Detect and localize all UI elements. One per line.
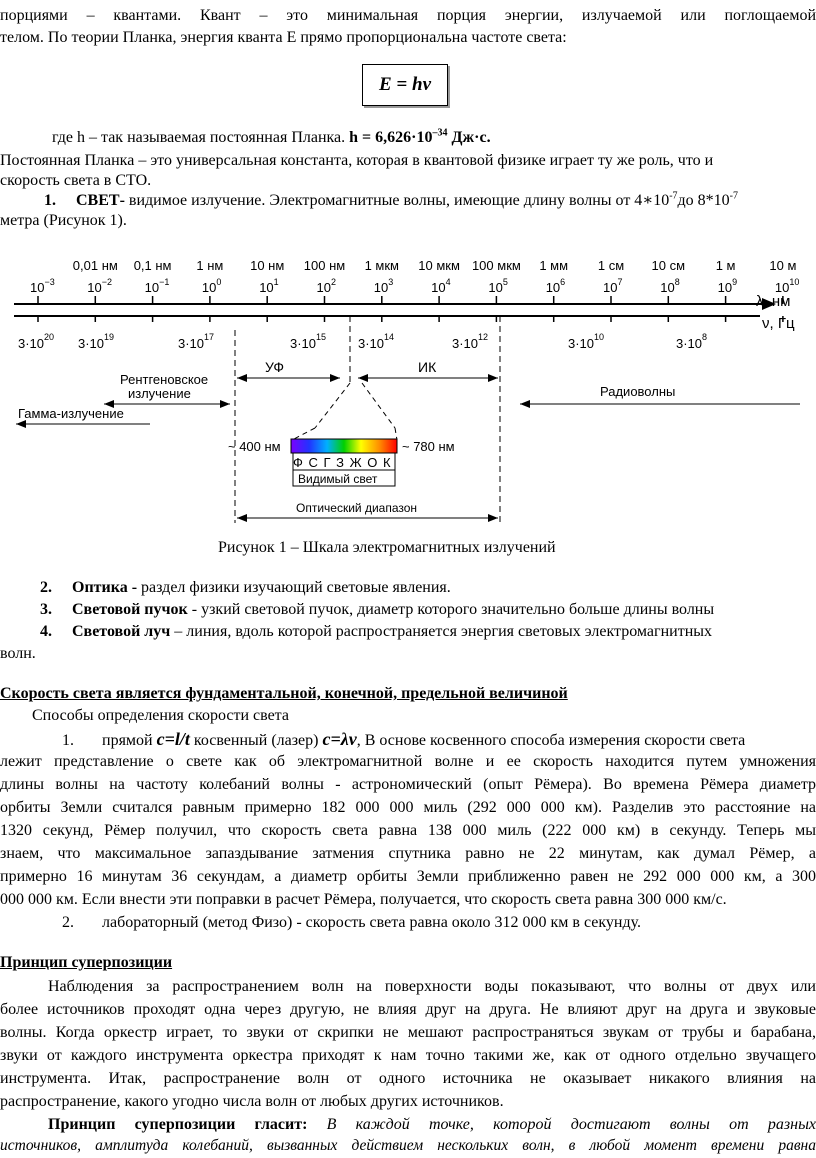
power-label: $10^8$ bbox=[660, 277, 680, 295]
frequency-labels bbox=[18, 332, 707, 351]
power-label: $10^{-3}$ bbox=[30, 277, 55, 295]
visible-spectrum-bar bbox=[291, 439, 397, 453]
wavelength-label: 1 мм bbox=[539, 258, 569, 273]
list-text: видимое излучение. Электромагнитные волны, имеющие длину волны от 4 bbox=[124, 192, 643, 209]
planck-text: где h – так называемая постоянная Планка. bbox=[52, 129, 350, 146]
list-text: лабораторный (метод Физо) - скорость света равна около 312 000 км в секунду. bbox=[102, 914, 642, 931]
nm400-label: ~ 400 нм bbox=[228, 439, 281, 454]
optical-label: Оптический диапазон bbox=[296, 501, 418, 515]
power-label: $10^0$ bbox=[201, 277, 222, 295]
paragraph-line: инструмента. Итак, распространение волн от одного источника не оказывает никакого влияния на bbox=[0, 1070, 816, 1087]
paragraph-line: распространение, какого угодно числа волн от любых других источников. bbox=[0, 1093, 504, 1110]
paragraph-line: Наблюдения за распространением волн на поверхности воды показывают, что волны от двух или bbox=[48, 978, 816, 995]
frequency-label: $3\cdot 10^8$ bbox=[676, 332, 708, 351]
nm780-label: ~ 780 нм bbox=[402, 439, 455, 454]
principle-line bbox=[48, 1115, 816, 1135]
list-term: Оптика - bbox=[72, 579, 138, 596]
power-exp: -7 bbox=[729, 190, 739, 202]
wavelength-label: 100 нм bbox=[303, 258, 346, 273]
funnel-line bbox=[292, 428, 315, 440]
list-text: , В основе косвенного способа измерения скорости света bbox=[356, 732, 746, 749]
list-item bbox=[44, 191, 738, 211]
method-2 bbox=[62, 913, 641, 933]
paragraph-line: Постоянная Планка – это универсальная константа, которая в квантовой физике играет ту же роль, что и bbox=[0, 152, 714, 169]
list-term: Световой луч bbox=[72, 623, 171, 640]
axis-nu-label: ν, Гц bbox=[762, 315, 795, 332]
paragraph-line: Способы определения скорости света bbox=[32, 707, 289, 724]
wavelength-label: 1 м bbox=[715, 258, 736, 273]
wavelength-label: 1 см bbox=[597, 258, 625, 273]
xray-label-2: излучение bbox=[128, 386, 191, 401]
planck-value: h = 6,626·10 bbox=[349, 129, 433, 146]
figure-caption: Рисунок 1 – Шкала электромагнитных излучений bbox=[218, 539, 556, 556]
wavelength-label: 0,01 нм bbox=[72, 258, 118, 273]
wavelength-label: 1 мкм bbox=[364, 258, 400, 273]
visible-label: Видимый свет bbox=[298, 472, 378, 486]
power-base: 10 bbox=[653, 192, 670, 209]
wavelength-label: 1 нм bbox=[196, 258, 224, 273]
power-label: $10^3$ bbox=[373, 277, 394, 295]
power-label: $10^{-2}$ bbox=[87, 277, 113, 295]
wavelength-label: 10 см bbox=[651, 258, 686, 273]
principle-text: В каждой точке, которой достигают волны от разных bbox=[307, 1116, 816, 1133]
wavelength-label: 100 мкм bbox=[471, 258, 521, 273]
paragraph-line: звуки от каждого инструмента оркестра приходят к нам точно такими же, как от одного отдельно звучащего bbox=[0, 1047, 816, 1064]
frequency-label: $3\cdot 10^{12}$ bbox=[452, 332, 489, 351]
list-number: 3. bbox=[40, 601, 52, 618]
paragraph-line: скорость света в СТО. bbox=[0, 172, 152, 189]
power-label: $10^2$ bbox=[316, 277, 336, 295]
power-label: $10^1$ bbox=[259, 277, 279, 295]
list-text: раздел физики изучающий световые явления. bbox=[137, 579, 451, 596]
power-label: $10^{-1}$ bbox=[144, 277, 170, 295]
list-item bbox=[40, 578, 451, 598]
planck-exp: –34 bbox=[432, 127, 448, 139]
frequency-label: $3\cdot 10^{15}$ bbox=[290, 332, 327, 351]
planck-unit: Дж·с. bbox=[447, 129, 491, 146]
power-exp: -7 bbox=[669, 190, 678, 202]
frequency-label: $3\cdot 10^{14}$ bbox=[358, 332, 395, 351]
paragraph-line: 000 000 км. Если внести эти поправки в расчет Рёмера, получается, что скорость света равна 300 000 км/с. bbox=[0, 891, 727, 908]
method-1 bbox=[62, 729, 745, 751]
list-text: до 8*10 bbox=[677, 192, 730, 209]
funnel-line bbox=[362, 383, 395, 428]
axis-ticks bbox=[38, 296, 783, 322]
paragraph-line: более источников проходят одна через другую, не влияя друг на друга. Не влияют друг на друга и звуковые bbox=[0, 1001, 816, 1018]
paragraph-line: знаем, что максимальное запаздывание затмения спутника равно не 22 минутам, как думал Рёмер, а bbox=[0, 845, 816, 862]
power-label: $10^{10}$ bbox=[774, 277, 800, 295]
list-number: 2. bbox=[40, 579, 52, 596]
wavelength-label: 10 нм bbox=[250, 258, 285, 273]
paragraph-line: метра (Рисунок 1). bbox=[0, 212, 127, 229]
funnel-line bbox=[395, 428, 397, 440]
frequency-label: $3\cdot 10^{10}$ bbox=[568, 332, 605, 351]
list-number: 2. bbox=[62, 914, 74, 931]
formula-direct: c=l/t bbox=[156, 729, 190, 749]
paragraph-line: примерно 16 минутам 36 секундам, а диаметр орбиты Земли приближенно равен не 292 000 000 км, а 300 bbox=[0, 868, 816, 885]
list-item bbox=[40, 600, 714, 620]
section-heading: Скорость света является фундаментальной, конечной, предельной величиной bbox=[0, 685, 568, 702]
list-number: 4. bbox=[40, 623, 52, 640]
frequency-label: $3\cdot 10^{20}$ bbox=[18, 332, 55, 351]
multiply-sign: ∗ bbox=[642, 192, 654, 209]
list-text: косвенный (лазер) bbox=[189, 732, 323, 749]
power-label: $10^5$ bbox=[488, 277, 508, 295]
radio-label: Радиоволны bbox=[600, 384, 676, 399]
power-label: $10^7$ bbox=[603, 277, 623, 295]
xray-label-1: Рентгеновское bbox=[120, 372, 209, 387]
wavelength-label: 10 м bbox=[769, 258, 797, 273]
list-text: - узкий световой пучок, диаметр которого значительно больше длины волны bbox=[187, 601, 715, 618]
power-label: $10^9$ bbox=[717, 277, 738, 295]
color-letters: Ф С Г З Ж О К bbox=[293, 455, 392, 470]
frequency-label: $3\cdot 10^{17}$ bbox=[178, 332, 215, 351]
list-number: 1. bbox=[44, 192, 56, 209]
power-labels bbox=[30, 277, 799, 295]
paragraph-line: порциями – квантами. Квант – это минимальная порция энергии, излучаемой или поглощаемой bbox=[0, 7, 816, 24]
formula-indirect: c=λν bbox=[322, 729, 357, 749]
paragraph-line: лежит представление о свете как об электромагнитной волне и ее скорость находится путем умножения bbox=[0, 753, 816, 770]
list-item bbox=[40, 622, 712, 642]
paragraph-line: волны. Когда оркестр играет, то звуки от скрипки не мешают распространяться звукам от трубы и барабана, bbox=[0, 1024, 816, 1041]
uv-label: УФ bbox=[265, 359, 285, 375]
principle-term: Принцип суперпозиции гласит: bbox=[48, 1116, 308, 1133]
planck-line bbox=[52, 128, 491, 148]
paragraph-line: волн. bbox=[0, 645, 36, 662]
wavelength-label: 0,1 нм bbox=[133, 258, 172, 273]
formula: E = hν bbox=[379, 74, 431, 95]
em-spectrum-figure bbox=[0, 248, 816, 523]
principle-line: источников, амплитуда колебаний, вызванных действием нескольких волн, в любой момент времени равна bbox=[0, 1137, 816, 1154]
axis-lambda-label: λ, нм bbox=[756, 293, 791, 310]
wavelength-label: 10 мкм bbox=[418, 258, 460, 273]
paragraph-line: длины волны на частоту колебаний волны - астрономический (опыт Рёмера). Во времена Рёмера диаметр bbox=[0, 776, 816, 793]
funnel-line bbox=[315, 383, 350, 428]
gamma-label: Гамма-излучение bbox=[18, 406, 124, 421]
paragraph-line: 1320 секунд, Рёмер получил, что скорость света равна 138 000 миль (222 000 км) в секунду. Теперь мы bbox=[0, 822, 816, 839]
paragraph-line: телом. По теории Планка, энергия кванта Е прямо пропорциональна частоте света: bbox=[0, 29, 567, 46]
ir-label: ИК bbox=[418, 359, 437, 375]
power-label: $10^4$ bbox=[431, 277, 451, 295]
list-term: Световой пучок bbox=[72, 601, 188, 618]
formula-box bbox=[362, 64, 448, 106]
paragraph-line: орбиты Земли считался равным примерно 182 000 000 миль (292 000 000 км). Разделив это расстояние на bbox=[0, 799, 816, 816]
frequency-label: $3\cdot 10^{19}$ bbox=[78, 332, 115, 351]
list-term: СВЕТ- bbox=[76, 192, 125, 209]
list-text: – линия, вдоль которой распространяется энергия световых электромагнитных bbox=[170, 623, 712, 640]
wavelength-labels bbox=[73, 258, 797, 273]
list-number: 1. bbox=[62, 732, 74, 749]
power-label: $10^6$ bbox=[545, 277, 566, 295]
section-heading: Принцип суперпозиции bbox=[0, 954, 173, 971]
list-text: прямой bbox=[102, 732, 157, 749]
